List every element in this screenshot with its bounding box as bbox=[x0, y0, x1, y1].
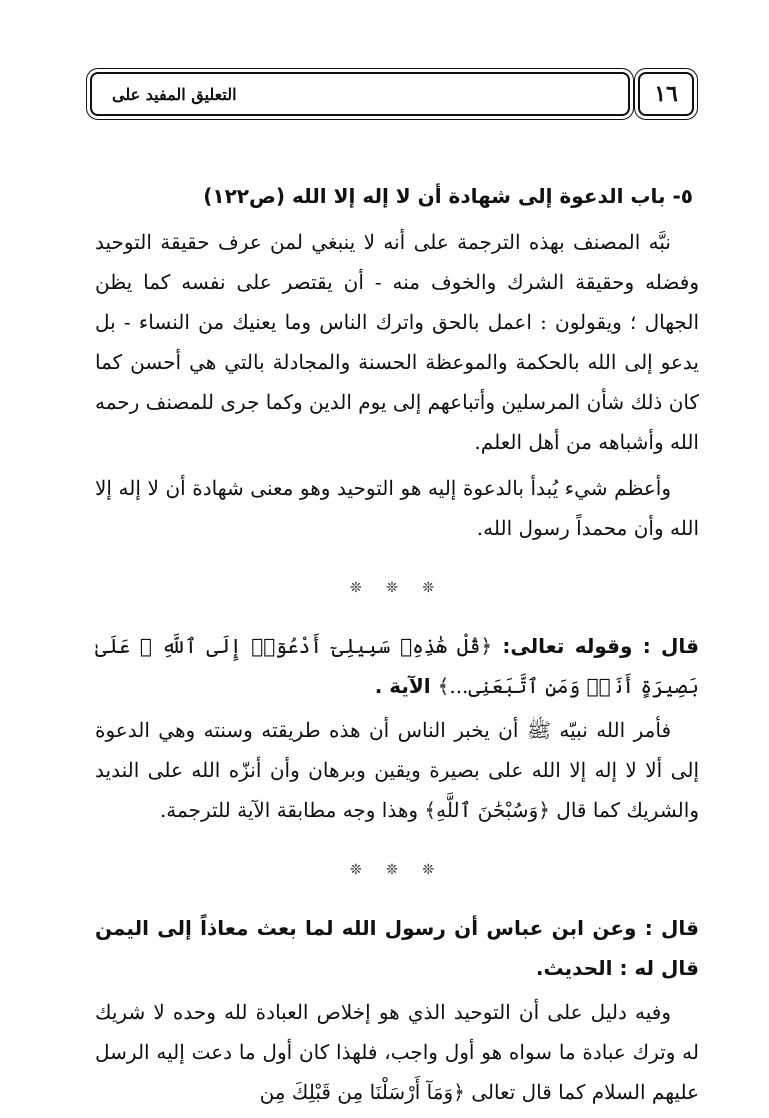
chapter-heading: ٥- باب الدعوة إلى شهادة أن لا إله إلا الله (ص١٢٢) bbox=[203, 184, 693, 208]
book-title: التعليق المفيد على bbox=[112, 84, 237, 104]
page-body bbox=[95, 176, 699, 1118]
book-title-box bbox=[90, 72, 630, 116]
body-paragraph: وأعظم شيء يُبدأ بالدعوة إليه هو التوحيد وهو معنى شهادة أن لا إله إلا الله وأن محمداً رسول الله. bbox=[95, 476, 699, 540]
section-separator: ❊ ❊ ❊ bbox=[349, 580, 445, 596]
hadith-heading: قال : وعن ابن عباس أن رسول الله لما بعث معاذاً إلى اليمن قال له : الحديث. bbox=[95, 916, 699, 980]
section-separator: ❊ ❊ ❊ bbox=[349, 862, 445, 878]
page-number-box bbox=[638, 72, 694, 116]
body-paragraph: نبَّه المصنف بهذه الترجمة على أنه لا ينبغي لمن عرف حقيقة التوحيد وفضله وحقيقة الشرك والخوف منه - أن يقتصر على نفسه كما يظن الجهال ؛ ويقولون : اعمل بالحق واترك الناس وما يعنيك من النساء - بل يدعو إلى الله بالحكمة والموعظة الحسنة والمجادلة بالتي هي أحسن كما كان ذلك شأن المرسلين وأتباعهم إلى يوم الدين وكما جرى للمصنف رحمه الله وأشباهه من أهل العلم. bbox=[95, 230, 699, 454]
quoted-text-intro bbox=[95, 626, 699, 706]
page-number: ١٦ bbox=[654, 81, 678, 107]
body-paragraph: فأمر الله نبيّه ﷺ أن يخبر الناس أن هذه طريقته وسنته وهي الدعوة إلى ألا لا إله إلا الله على بصيرة ويقين وبرهان وأن أنزّه الله على النديد والشريك كما قال ﴿وَسُبْحَٰنَ ٱللَّهِ﴾ وهذا وجه مطابقة الآية للترجمة. bbox=[95, 718, 699, 822]
quran-verse: ﴿قُلْ هَٰذِهِۦ سَبِيلِىٓ أَدْعُوٓا۟ إِلَى ٱللَّهِ ۚ عَلَىٰ بَصِيرَةٍ أَنَا۠ وَمَنِ ٱتَّبَعَنِى...﴾ bbox=[95, 634, 699, 698]
quote-lead: قال : وقوله تعالى: bbox=[502, 634, 699, 658]
running-header bbox=[90, 72, 694, 118]
quote-suffix: الآية . bbox=[374, 674, 431, 698]
body-paragraph: وفيه دليل على أن التوحيد الذي هو إخلاص العبادة لله وحده لا شريك له وترك عبادة ما سواه هو أول واجب، فلهذا كان أول ما دعت إليه الرسل عليهم السلام كما قال تعالى ﴿وَمَآ أَرْسَلْنَا مِن قَبْلِكَ مِن bbox=[95, 1000, 699, 1104]
